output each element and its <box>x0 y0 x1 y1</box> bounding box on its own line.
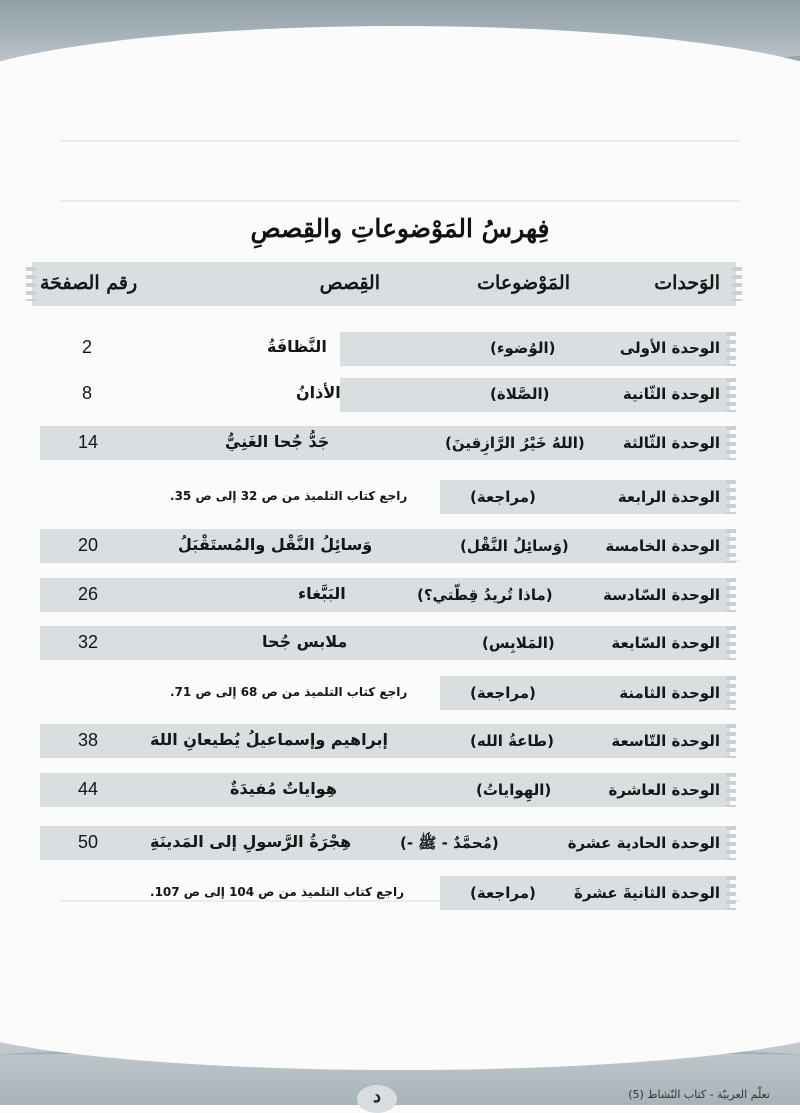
row-edge <box>726 529 736 563</box>
story-label: ملابس جُحا <box>262 632 348 651</box>
page-number: 50 <box>78 832 99 852</box>
topic-label: (مُحمَّدٌ - ﷺ -) <box>400 834 499 852</box>
header-topics: المَوْضوعات <box>477 272 570 294</box>
story-label: إبراهيم وإسماعيلُ يُطيعانِ اللهَ <box>150 730 388 749</box>
story-label: البَبَّغاء <box>298 584 346 603</box>
row-edge <box>726 426 736 460</box>
row-edge <box>726 876 736 910</box>
story-label: راجع كتاب التلميذ من ص 104 إلى ص 107. <box>150 885 404 899</box>
header-stories: القِصص <box>319 272 380 294</box>
row-edge <box>726 480 736 514</box>
story-label: جَدُّ جُحا الغَنِيُّ <box>225 432 330 451</box>
row-edge <box>726 773 736 807</box>
story-label: راجع كتاب التلميذ من ص 32 إلى ص 35. <box>170 489 408 503</box>
page-number: 38 <box>78 730 99 750</box>
header-page: رقم الصفحَة <box>40 272 138 294</box>
row-edge <box>726 826 736 860</box>
topic-label: (وَسائِلُ النَّقْل) <box>460 537 569 555</box>
topic-label: (الوُضوء) <box>490 339 556 357</box>
topic-label: (الهِواياتُ) <box>476 781 552 799</box>
header-units: الوَحدات <box>654 272 720 294</box>
page-number: 26 <box>78 584 99 604</box>
unit-label: الوحدة الخامسة <box>605 537 720 555</box>
unit-label: الوحدة الثّالثة <box>622 434 720 452</box>
table-header-band <box>32 262 736 306</box>
topic-label: (ماذا تُريدُ قِطّتي؟) <box>417 586 553 604</box>
page-number: 8 <box>82 383 93 403</box>
page-number: 32 <box>78 632 99 652</box>
row-edge <box>726 578 736 612</box>
bottom-band-curve <box>0 990 800 1070</box>
row-edge <box>726 724 736 758</box>
story-label: وَسائِلُ النَّقْل والمُستَقْبَلُ <box>178 535 373 554</box>
topic-label: (المَلابِس) <box>482 634 555 652</box>
page-number: 14 <box>78 432 99 452</box>
topic-label: (الصَّلاة) <box>490 385 550 403</box>
page-number: 44 <box>78 779 99 799</box>
unit-label: الوحدة الرابعة <box>617 488 720 506</box>
top-band-curve <box>0 26 800 146</box>
unit-label: الوحدة التّاسعة <box>611 732 720 750</box>
row-edge <box>726 676 736 710</box>
row-edge <box>726 626 736 660</box>
topic-label: (اللهُ خَيْرُ الرَّازِقينَ) <box>445 434 585 452</box>
topic-label: (طاعةُ الله) <box>470 732 555 750</box>
page-title: فِهرسُ المَوْضوعاتِ والقِصصِ <box>250 214 550 243</box>
footer-book-title: تعلّم العربيّة - كتاب النّشاط (5) <box>628 1088 770 1101</box>
unit-label: الوحدة الحادية عشرة <box>567 834 720 852</box>
page-number: 2 <box>82 337 93 357</box>
story-label: هِجْرَةُ الرَّسولِ إلى المَدينَةِ <box>150 832 352 851</box>
story-label: النَّظافَةُ <box>267 337 327 356</box>
topic-label: (مراجعة) <box>470 884 536 902</box>
unit-label: الوحدة العاشرة <box>608 781 720 799</box>
header-right-edge <box>732 267 742 301</box>
unit-label: الوحدة الثانيةَ عشرةَ <box>573 884 720 902</box>
unit-label: الوحدة السّابعة <box>611 634 720 652</box>
page-number: 20 <box>78 535 99 555</box>
footer-page-number: د <box>357 1085 397 1113</box>
unit-label: الوحدة الثامنة <box>619 684 720 702</box>
story-label: هِواياتٌ مُفيدَةٌ <box>230 779 337 798</box>
topic-label: (مراجعة) <box>470 488 536 506</box>
unit-label: الوحدة الأولى <box>619 339 720 357</box>
unit-label: الوحدة السّادسة <box>603 586 720 604</box>
story-label: راجع كتاب التلميذ من ص 68 إلى ص 71. <box>170 685 408 699</box>
row-edge <box>726 332 736 366</box>
story-label: الأذانُ <box>296 383 341 402</box>
header-left-edge <box>26 267 36 301</box>
row-edge <box>726 378 736 412</box>
topic-label: (مراجعة) <box>470 684 536 702</box>
unit-label: الوحدة الثّانية <box>622 385 720 403</box>
